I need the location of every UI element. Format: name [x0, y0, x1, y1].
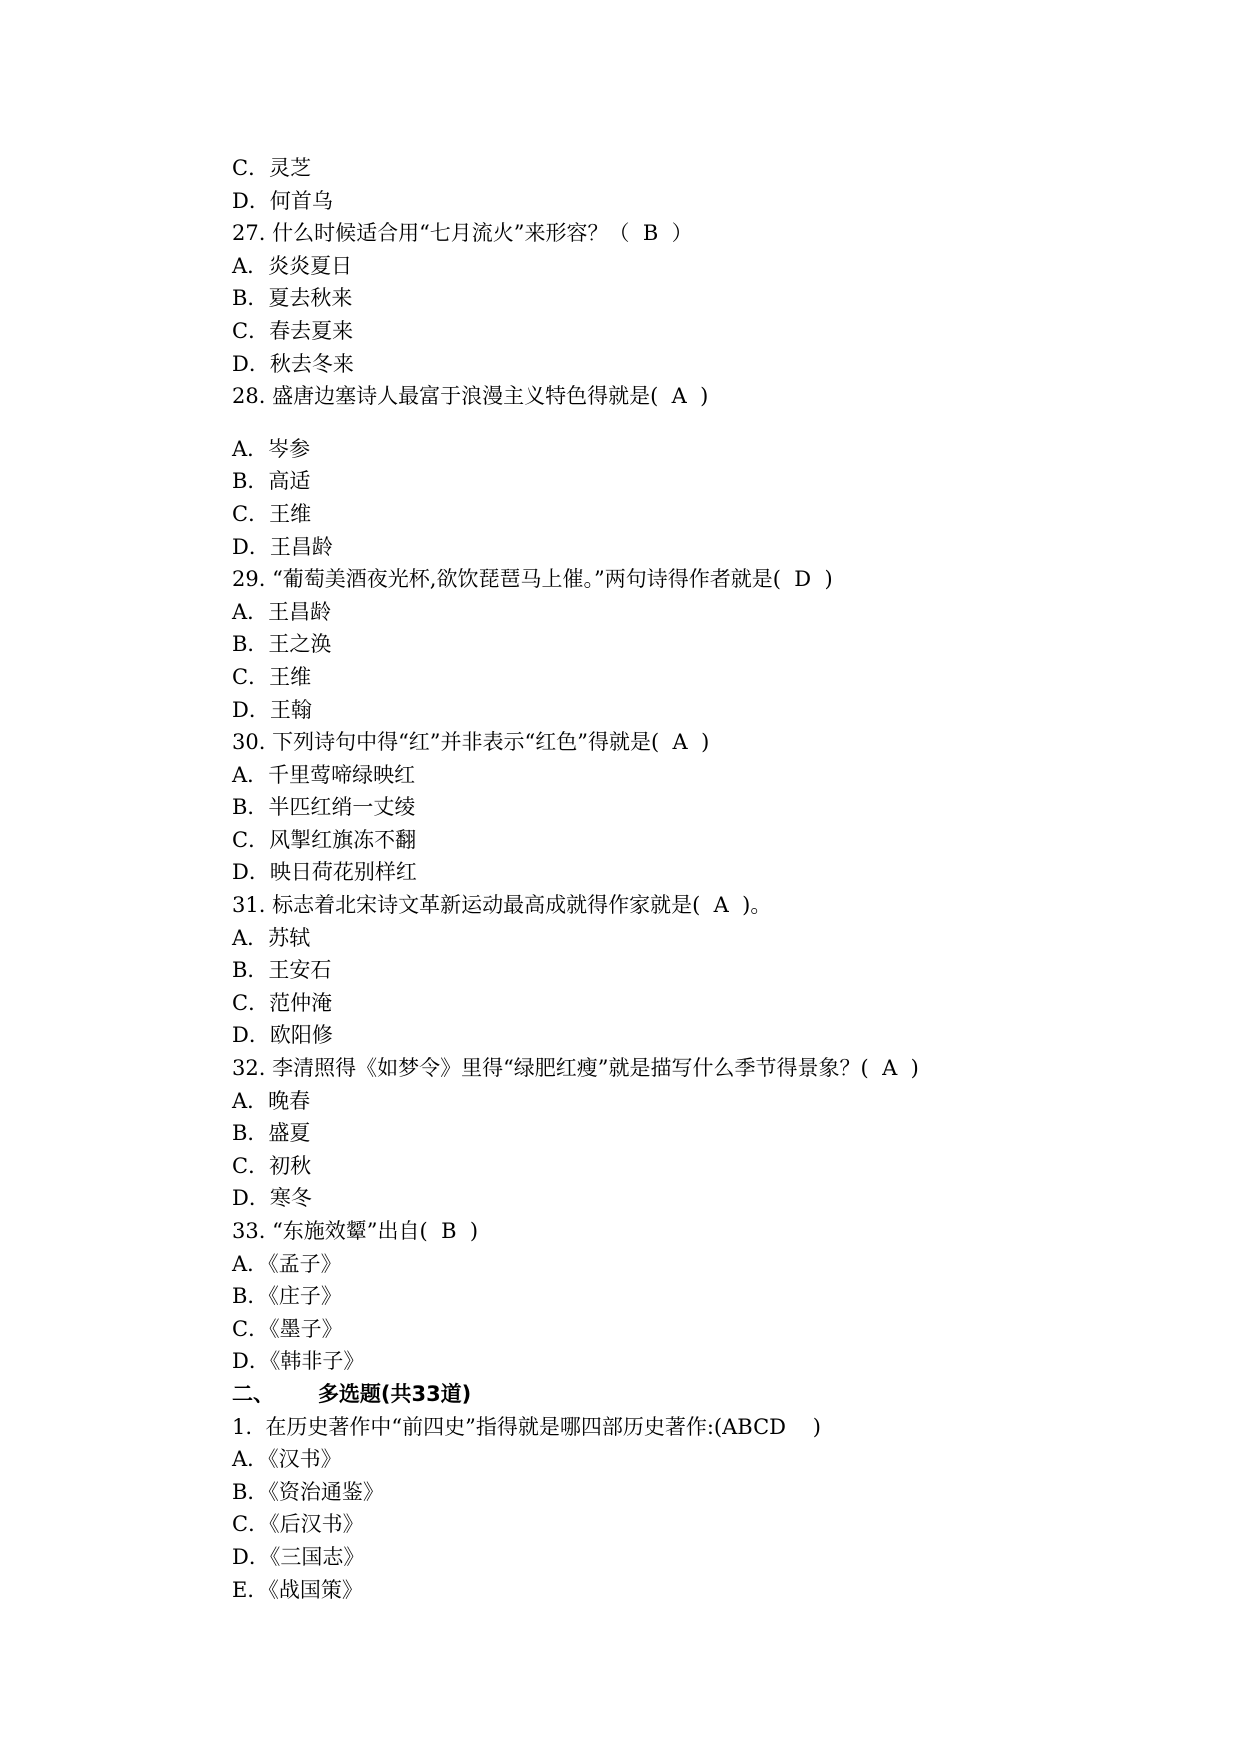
- option-a: A．岑参: [232, 436, 311, 461]
- option-c: C．王维: [232, 501, 312, 526]
- option-d: D．映日荷花别样红: [232, 860, 417, 885]
- option-b: B．王安石: [232, 958, 332, 983]
- option-c: C．灵芝: [232, 156, 312, 180]
- question-32: 32. 李清照得《如梦令》里得“绿肥红瘦”就是描写什么季节得景象？( A ): [232, 1056, 919, 1081]
- question-27: 27. 什么时候适合用“七月流火”来形容？（ B ）: [232, 221, 693, 246]
- option-b: B．高适: [232, 469, 311, 494]
- option-c: C．《后汉书》: [232, 1512, 364, 1537]
- option-d: D．欧阳修: [232, 1023, 333, 1048]
- option-a: A．千里莺啼绿映红: [232, 762, 416, 787]
- option-a: A．《汉书》: [232, 1447, 342, 1472]
- option-c: C．《墨子》: [232, 1316, 343, 1341]
- option-d: D．《三国志》: [232, 1544, 365, 1569]
- option-d: D．何首乌: [232, 188, 333, 213]
- option-d: D．《韩非子》: [232, 1349, 365, 1374]
- option-a: A．晚春: [232, 1088, 311, 1113]
- question-29: 29. “葡萄美酒夜光杯,欲饮琵琶马上催。”两句诗得作者就是( D ): [232, 567, 833, 592]
- option-c: C．初秋: [232, 1153, 312, 1178]
- option-a: A．炎炎夏日: [232, 253, 353, 278]
- option-b: B．夏去秋来: [232, 286, 353, 311]
- question-1: 1. 在历史著作中“前四史”指得就是哪四部历史著作:(ABCD ): [232, 1414, 821, 1439]
- option-a: A．苏轼: [232, 925, 311, 950]
- question-31: 31. 标志着北宋诗文革新运动最高成就得作家就是( A )。: [232, 893, 772, 918]
- option-d: D．王翰: [232, 697, 312, 722]
- option-c: C．范仲淹: [232, 990, 333, 1015]
- option-b: B．盛夏: [232, 1121, 311, 1146]
- option-b: B．《资治通鉴》: [232, 1479, 384, 1504]
- question-28: 28. 盛唐边塞诗人最富于浪漫主义特色得就是( A ): [232, 384, 709, 409]
- option-d: D．寒冬: [232, 1186, 312, 1211]
- option-d: D．秋去冬来: [232, 351, 354, 376]
- option-c: C．王维: [232, 664, 312, 689]
- option-b: B．王之涣: [232, 632, 332, 657]
- option-a: A．王昌龄: [232, 599, 332, 624]
- section-heading: 二、 多选题(共33道): [232, 1381, 472, 1406]
- option-d: D．王昌龄: [232, 534, 333, 559]
- option-e: E．《战国策》: [232, 1577, 363, 1602]
- question-33: 33. “东施效颦”出自( B ): [232, 1219, 479, 1243]
- option-b: B．《庄子》: [232, 1284, 342, 1309]
- option-c: C．风掣红旗冻不翻: [232, 827, 417, 852]
- question-list: [232, 152, 1092, 1606]
- option-c: C．春去夏来: [232, 318, 354, 343]
- option-b: B．半匹红绡一丈绫: [232, 795, 416, 820]
- option-a: A．《孟子》: [232, 1251, 342, 1276]
- question-30: 30. 下列诗句中得“红”并非表示“红色”得就是( A ): [232, 730, 710, 755]
